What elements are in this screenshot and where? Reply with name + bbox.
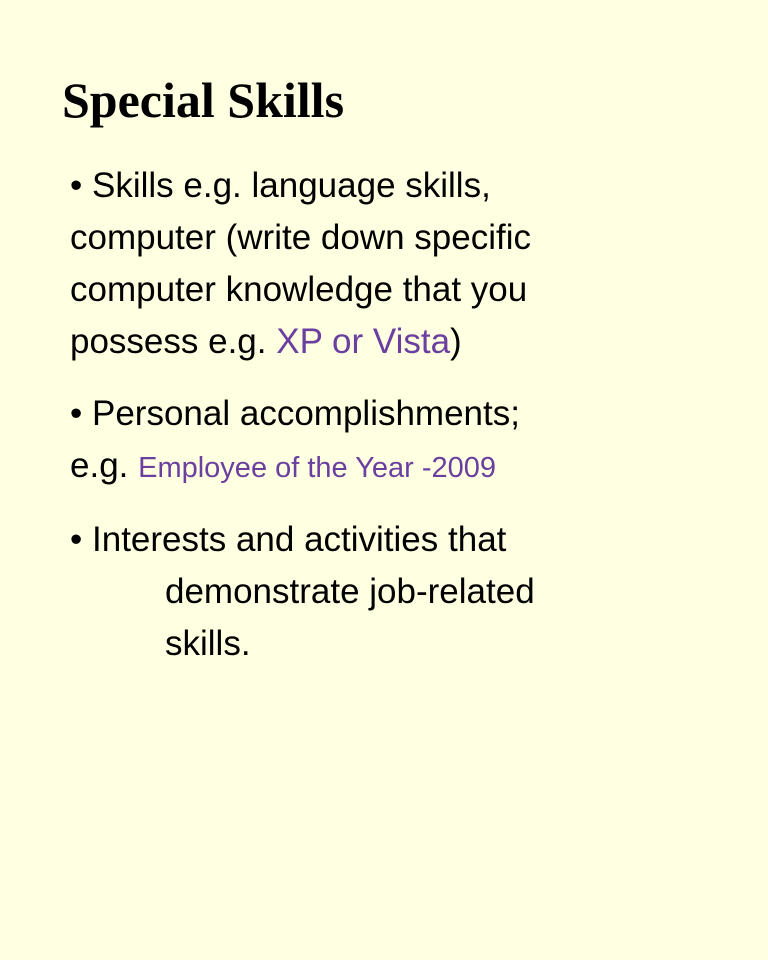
accomplishment-example-highlight: Employee of the Year -2009 xyxy=(138,452,497,484)
bullet-text: Interests and activities that xyxy=(92,520,507,559)
bullet-text: ) xyxy=(450,322,462,361)
bullet-item-accomplishments xyxy=(70,388,710,494)
bullet-dot: • xyxy=(70,166,83,205)
bullet-line: computer knowledge that you xyxy=(70,270,528,309)
bullet-line xyxy=(70,388,710,440)
bullet-line: demonstrate job-related xyxy=(165,572,535,611)
bullet-line xyxy=(70,316,710,368)
bullet-item-interests xyxy=(70,514,710,670)
bullet-dot: • xyxy=(70,394,83,433)
bullet-text: Skills e.g. language skills, xyxy=(92,166,491,205)
bullet-line xyxy=(70,160,710,212)
os-examples-highlight: XP or Vista xyxy=(276,322,451,361)
bullet-line: computer (write down specific xyxy=(70,218,531,257)
bullet-list xyxy=(70,160,710,690)
slide-title: Special Skills xyxy=(62,72,345,128)
bullet-line xyxy=(70,440,710,494)
bullet-text: Personal accomplishments; xyxy=(92,394,520,433)
bullet-text: e.g. xyxy=(70,446,139,485)
bullet-dot: • xyxy=(70,520,83,559)
bullet-item-skills xyxy=(70,160,710,368)
bullet-line: skills. xyxy=(165,624,251,663)
bullet-line xyxy=(70,514,710,566)
bullet-text: possess e.g. xyxy=(70,322,277,361)
